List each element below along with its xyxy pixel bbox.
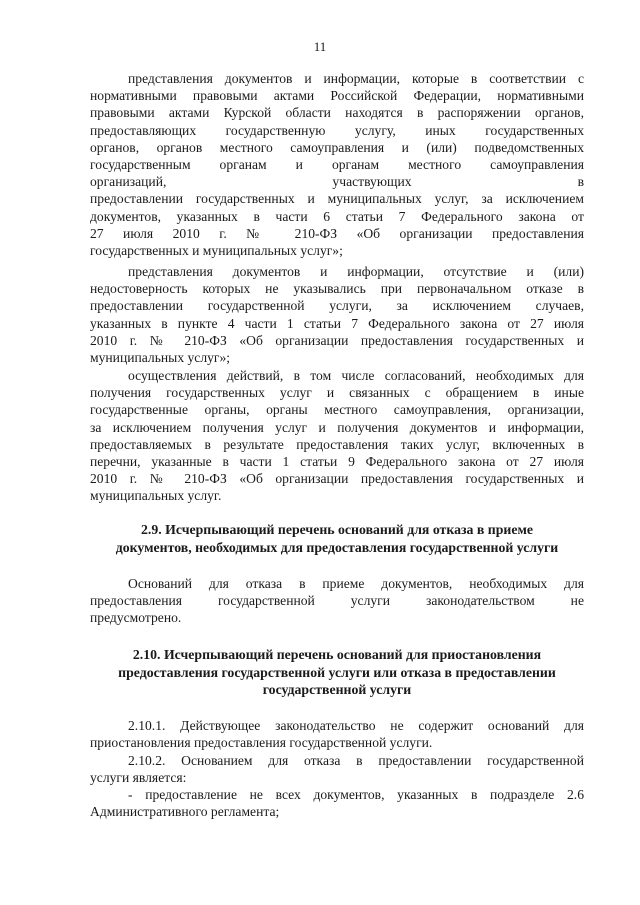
text-line: нормативными правовыми актами Российской Федерации, нормативными bbox=[90, 88, 584, 104]
text-line: предоставляющих государственную услугу, иных государственных bbox=[90, 122, 584, 138]
text-line: представления документов и информации, которые в соответствии с bbox=[128, 71, 584, 86]
text-line: 2.10.1. Действующее законодательство не содержит оснований для bbox=[128, 718, 584, 733]
text-line: услуги является: bbox=[90, 770, 187, 786]
paragraph-2-10-1 bbox=[90, 717, 584, 751]
heading-line: документов, необходимых для предоставления государственной услуги bbox=[115, 539, 559, 555]
paragraph-approvals bbox=[90, 367, 584, 505]
list-item-incomplete-documents bbox=[90, 786, 584, 820]
paragraph-no-grounds-refusal bbox=[90, 575, 584, 627]
text-line: за исключением получения услуг и получения документов и информации, bbox=[90, 419, 584, 435]
paragraph-documents-in-possession bbox=[90, 70, 584, 259]
heading-line: 2.10. Исчерпывающий перечень оснований для приостановления bbox=[132, 647, 542, 662]
section-heading-2-10 bbox=[90, 646, 584, 699]
text-line: Административного регламента; bbox=[90, 804, 280, 820]
text-line: организаций, участвующих в bbox=[90, 174, 584, 190]
text-line: Оснований для отказа в приеме документов, необходимых для bbox=[128, 576, 584, 591]
paragraph-2-10-2 bbox=[90, 752, 584, 786]
text-line: приостановления предоставления государственной услуги. bbox=[90, 735, 433, 751]
page-number: 11 bbox=[313, 39, 327, 54]
text-line: осуществления действий, в том числе согласований, необходимых для bbox=[128, 368, 584, 383]
text-line: документов, указанных в части 6 статьи 7 Федерального закона от bbox=[90, 208, 584, 224]
text-line: государственных и муниципальных услуг»; bbox=[90, 243, 343, 259]
text-line: - предоставление не всех документов, указанных в подразделе 2.6 bbox=[128, 787, 584, 802]
text-line: предусмотрено. bbox=[90, 610, 182, 626]
heading-line: 2.9. Исчерпывающий перечень оснований для отказа в приеме bbox=[141, 522, 533, 537]
text-line: перечни, указанные в части 1 статьи 9 Федерального закона от 27 июля bbox=[90, 454, 584, 470]
text-line: предоставляемых в результате предоставления таких услуг, включенных в bbox=[90, 436, 584, 452]
text-line: муниципальных услуг. bbox=[90, 488, 222, 504]
text-line: 2010 г. № 210-ФЗ «Об организации предоставления государственных и bbox=[90, 332, 584, 348]
text-line: получения государственных услуг и связанных с обращением в иные bbox=[90, 385, 584, 401]
text-line: государственным органам и органам местного самоуправления bbox=[90, 157, 584, 173]
text-line: 2010 г. № 210-ФЗ «Об организации предоставления государственных и bbox=[90, 471, 584, 487]
text-line: недостоверность которых не указывались при первоначальном отказе в bbox=[90, 281, 584, 297]
heading-line: государственной услуги bbox=[262, 682, 412, 697]
text-line: предоставлении государственных и муниципальных услуг, за исключением bbox=[90, 191, 584, 207]
paragraph-absence-of-documents bbox=[90, 263, 584, 366]
text-line: государственные органы, органы местного самоуправления, организации, bbox=[90, 402, 584, 418]
text-line: муниципальных услуг»; bbox=[90, 350, 231, 366]
text-line: 2.10.2. Основанием для отказа в предоставлении государственной bbox=[128, 753, 584, 768]
text-line: указанных в пункте 4 части 1 статьи 7 Федерального закона от 27 июля bbox=[90, 315, 584, 331]
text-line: предоставления государственной услуги законодательством не bbox=[90, 593, 584, 609]
text-line: органов, органов местного самоуправления и (или) подведомственных bbox=[90, 139, 584, 155]
text-line: представления документов и информации, отсутствие и (или) bbox=[128, 264, 584, 279]
heading-line: предоставления государственной услуги или отказа в предоставлении bbox=[118, 664, 556, 680]
text-line: правовыми актами Курской области находятся в распоряжении органов, bbox=[90, 105, 584, 121]
section-heading-2-9 bbox=[90, 521, 584, 556]
text-line: 27 июля 2010 г. № 210-ФЗ «Об организации предоставления bbox=[90, 225, 584, 241]
text-line: предоставлении государственной услуги, за исключением случаев, bbox=[90, 298, 584, 314]
